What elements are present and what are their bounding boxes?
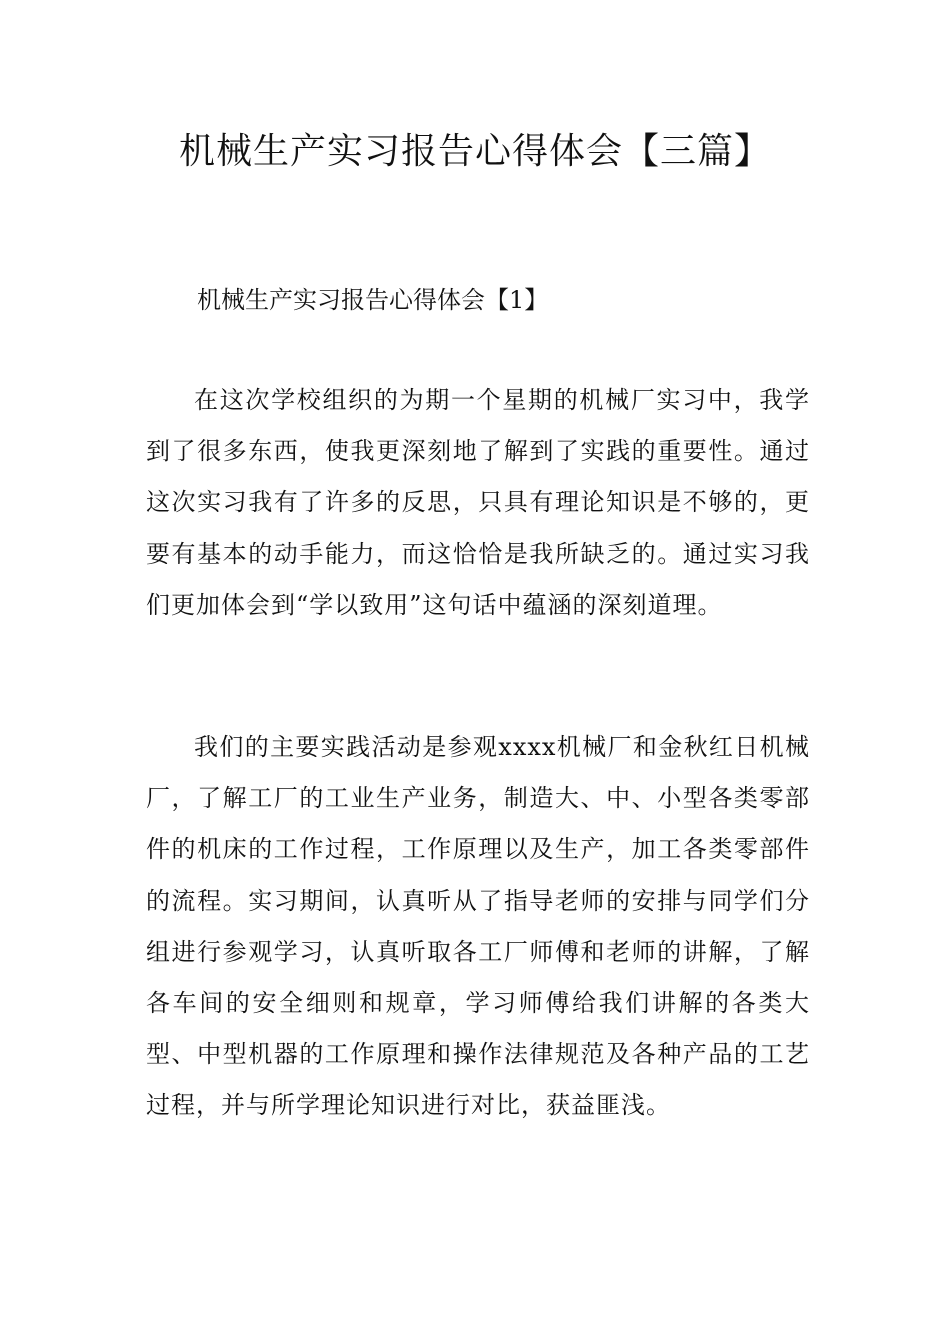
paragraph-1: 在这次学校组织的为期一个星期的机械厂实习中，我学到了很多东西，使我更深刻地了解到了实践的重要性。通过这次实习我有了许多的反思，只具有理论知识是不够的，更要有基本的动手能力，而这恰恰是我所缺乏的。通过实习我们更加体会到“学以致用”这句话中蕴涵的深刻道理。 <box>146 386 810 619</box>
document-title: 机械生产实习报告心得体会【三篇】 <box>178 131 771 172</box>
section-heading: 机械生产实习报告心得体会【1】 <box>197 286 549 314</box>
paragraph-2: 我们的主要实践活动是参观xxxx机械厂和金秋红日机械厂，了解工厂的工业生产业务，制造大、中、小型各类零部件的机床的工作过程，工作原理以及生产，加工各类零部件的流程。实习期间，认真听从了指导老师的安排与同学们分组进行参观学习，认真听取各工厂师傅和老师的讲解，了解各车间的安全细则和规章，学习师傅给我们讲解的各类大型、中型机器的工作原理和操作法律规范及各种产品的工艺过程，并与所学理论知识进行对比，获益匪浅。 <box>146 733 810 1120</box>
